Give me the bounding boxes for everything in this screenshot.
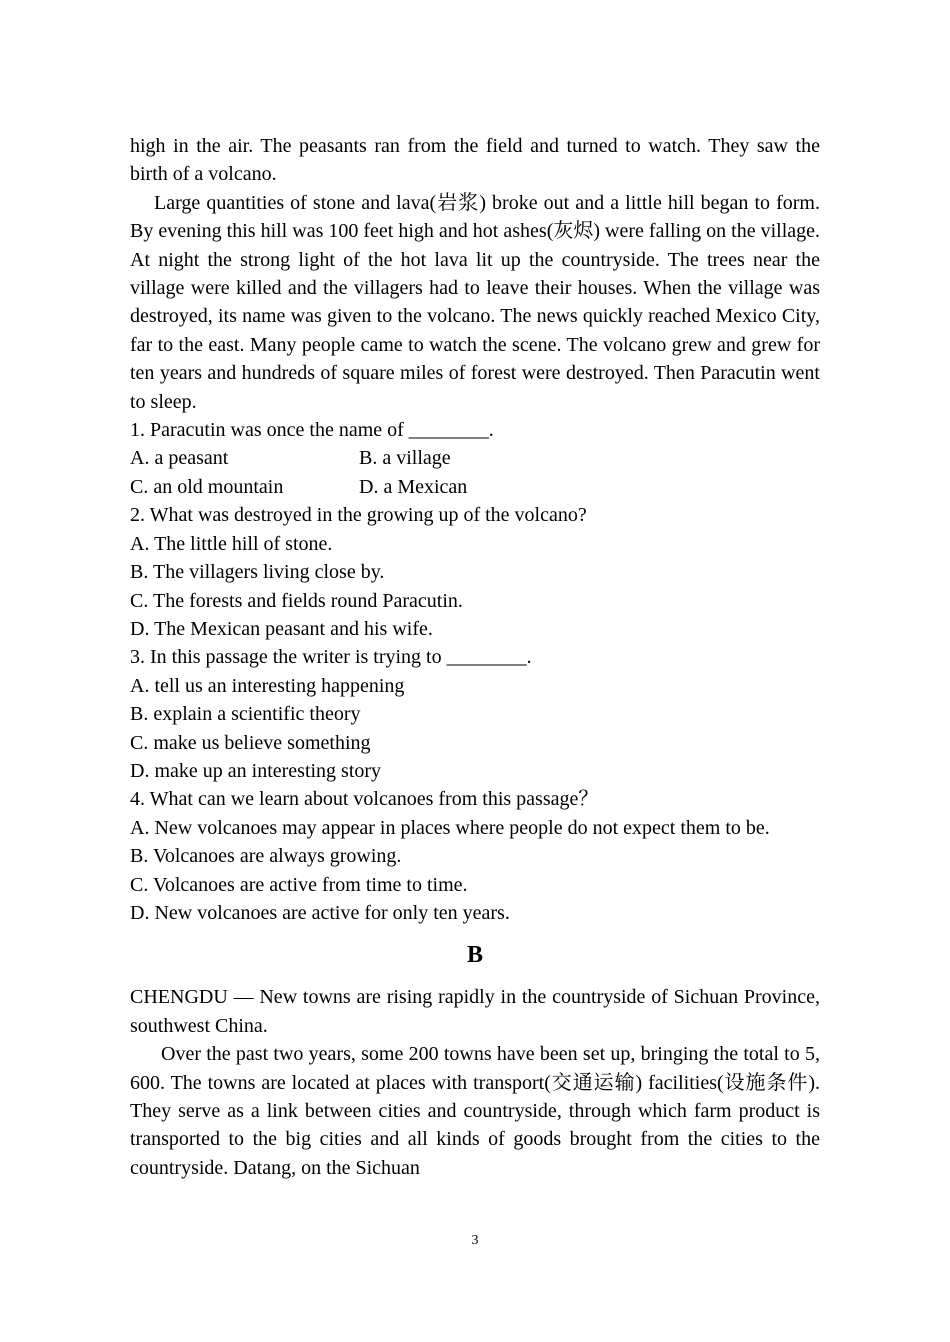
question-stem: 4. What can we learn about volcanoes from this passage？ <box>130 788 599 811</box>
option-b: B. Volcanoes are always growing. <box>130 845 402 868</box>
option-b: B. a village <box>359 447 451 470</box>
option-d: D. make up an interesting story <box>130 759 382 782</box>
page-number: 3 <box>471 1233 479 1248</box>
option-d: D. New volcanoes are active for only ten years. <box>130 901 510 924</box>
option-c: C. make us believe something <box>130 731 371 754</box>
question-stem: 1. Paracutin was once the name of ________. <box>130 419 494 442</box>
option-a: A. New volcanoes may appear in places where people do not expect them to be. <box>130 816 770 839</box>
question-stem: 3. In this passage the writer is trying to ________. <box>130 646 532 669</box>
question-2 <box>130 501 820 643</box>
option-d: D. a Mexican <box>359 475 468 498</box>
option-b: B. The villagers living close by. <box>130 561 385 584</box>
option-a: A. The little hill of stone. <box>130 532 333 555</box>
option-c: C. The forests and fields round Paracutin. <box>130 589 463 612</box>
option-a: A. a peasant <box>130 447 229 470</box>
section-b-heading: B <box>466 942 483 969</box>
section-b-paragraph-1: CHENGDU — New towns are rising rapidly in the countryside of Sichuan Province, southwest China. <box>130 986 820 1037</box>
section-b-paragraph-2: Over the past two years, some 200 towns have been set up, bringing the total to 5, 600. The towns are located at places with transport(交通运输) facilities(设施条件). They serve as a link between cities and countryside, through which farm product is transported to the big cities and all kinds of goods brought from the cities to the countryside. Datang, on the Sichuan <box>130 1043 820 1179</box>
question-3 <box>130 643 820 785</box>
option-a: A. tell us an interesting happening <box>130 674 405 697</box>
option-c: C. Volcanoes are active from time to time. <box>130 873 468 896</box>
passage-a-paragraph-2: Large quantities of stone and lava(岩浆) broke out and a little hill began to form. By evening this hill was 100 feet high and hot ashes(灰烬) were falling on the village. At night the strong light of the hot lava lit up the countryside. The trees near the village were killed and the villagers had to leave their houses. When the village was destroyed, its name was given to the volcano. The news quickly reached Mexico City, far to the east. Many people came to watch the scene. The volcano grew and grew for ten years and hundreds of square miles of forest were destroyed. Then Paracutin went to sleep. <box>130 191 820 413</box>
option-c: C. an old mountain <box>130 475 284 498</box>
question-1 <box>130 416 820 501</box>
passage-a-paragraph-1: high in the air. The peasants ran from the field and turned to watch. They saw the birth of a volcano. <box>130 135 820 186</box>
option-b: B. explain a scientific theory <box>130 703 361 726</box>
document-page <box>130 132 820 1182</box>
question-4 <box>130 785 820 927</box>
question-stem: 2. What was destroyed in the growing up of the volcano? <box>130 504 587 527</box>
option-d: D. The Mexican peasant and his wife. <box>130 617 433 640</box>
